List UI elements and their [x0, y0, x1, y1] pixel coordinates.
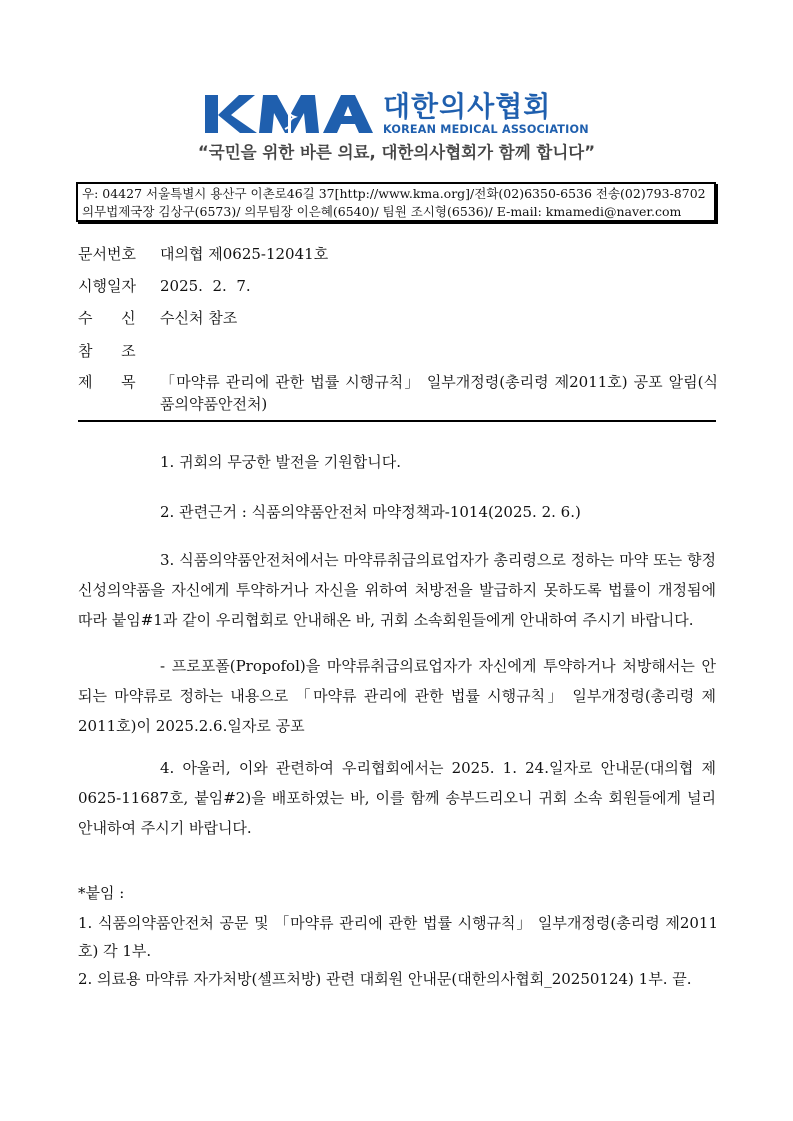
- attachment-item-1: 1. 식품의약품안전처 공문 및 「마약류 관리에 관한 법률 시행규칙」 일부개정령(총리령 제2011호) 각 1부.: [78, 914, 718, 960]
- contact-line-1: 우: 04427 서울특별시 용산구 이촌로46길 37[http://www.kma.org]/전화(02)6350-6536 전송(02)793-8702: [82, 186, 706, 201]
- org-name-en: KOREAN MEDICAL ASSOCIATION: [383, 123, 589, 136]
- paragraph-1: 1. 귀회의 무궁한 발전을 기원합니다.: [160, 453, 402, 471]
- contact-box: [76, 182, 716, 222]
- slogan: “국민을 위한 바른 의료, 대한의사협회가 함께 합니다”: [197, 143, 596, 162]
- header-divider: [78, 420, 716, 422]
- subject-label: 제 목: [78, 373, 136, 391]
- kma-logo-mark: [205, 93, 377, 135]
- org-name-kr: 대한의사협회: [383, 90, 552, 123]
- recipient-label: 수 신: [78, 309, 136, 327]
- paragraph-4: 4. 아울러, 이와 관련하여 우리협회에서는 2025. 1. 24.일자로 안내문(대의협 제0625-11687호, 붙임#2)을 배포하였는 바, 이를 함께 송부드리오니 귀회 소속 회원들에게 널리 안내하여 주시기 바랍니다.: [78, 759, 716, 837]
- kma-logo: [205, 88, 589, 140]
- doc-number: 대의협 제0625-12041호: [160, 245, 329, 263]
- contact-line-2: 의무법제국장 김상구(6573)/ 의무팀장 이은혜(6540)/ 팀원 조시형(6536)/ E-mail: kmamedi@naver.com: [82, 204, 682, 219]
- subject-value: 「마약류 관리에 관한 법률 시행규칙」 일부개정령(총리령 제2011호) 공포 알림(식품의약품안전처): [160, 373, 718, 413]
- date-value: 2025. 2. 7.: [160, 277, 251, 295]
- paragraph-3: 3. 식품의약품안전처에서는 마약류취급의료업자가 총리령으로 정하는 마약 또는 향정신성의약품을 자신에게 투약하거나 자신을 위하여 처방전을 발급하지 못하도록 법률이 개정됨에 따라 붙임#1과 같이 우리협회로 안내해온 바, 귀회 소속회원들에게 안내하여 주시기 바랍니다.: [78, 551, 716, 629]
- paragraph-2: 2. 관련근거 : 식품의약품안전처 마약정책과-1014(2025. 2. 6.): [160, 503, 581, 521]
- logo-text: [383, 91, 589, 137]
- attachments-label: *붙임 :: [78, 884, 125, 902]
- recipient-value: 수신처 참조: [160, 309, 238, 327]
- doc-number-label: 문서번호: [78, 245, 136, 263]
- reference-label: 참 조: [78, 342, 136, 360]
- paragraph-3-sub: - 프로포폴(Propofol)을 마약류취급의료업자가 자신에게 투약하거나 처방해서는 안 되는 마약류로 정하는 내용으로 「마약류 관리에 관한 법률 시행규칙」 일부개정령(총리령 제2011호)이 2025.2.6.일자로 공포: [78, 657, 716, 735]
- date-label: 시행일자: [78, 277, 136, 295]
- attachment-item-2: 2. 의료용 마약류 자가처방(셀프처방) 관련 대회원 안내문(대한의사협회_20250124) 1부. 끝.: [78, 970, 692, 988]
